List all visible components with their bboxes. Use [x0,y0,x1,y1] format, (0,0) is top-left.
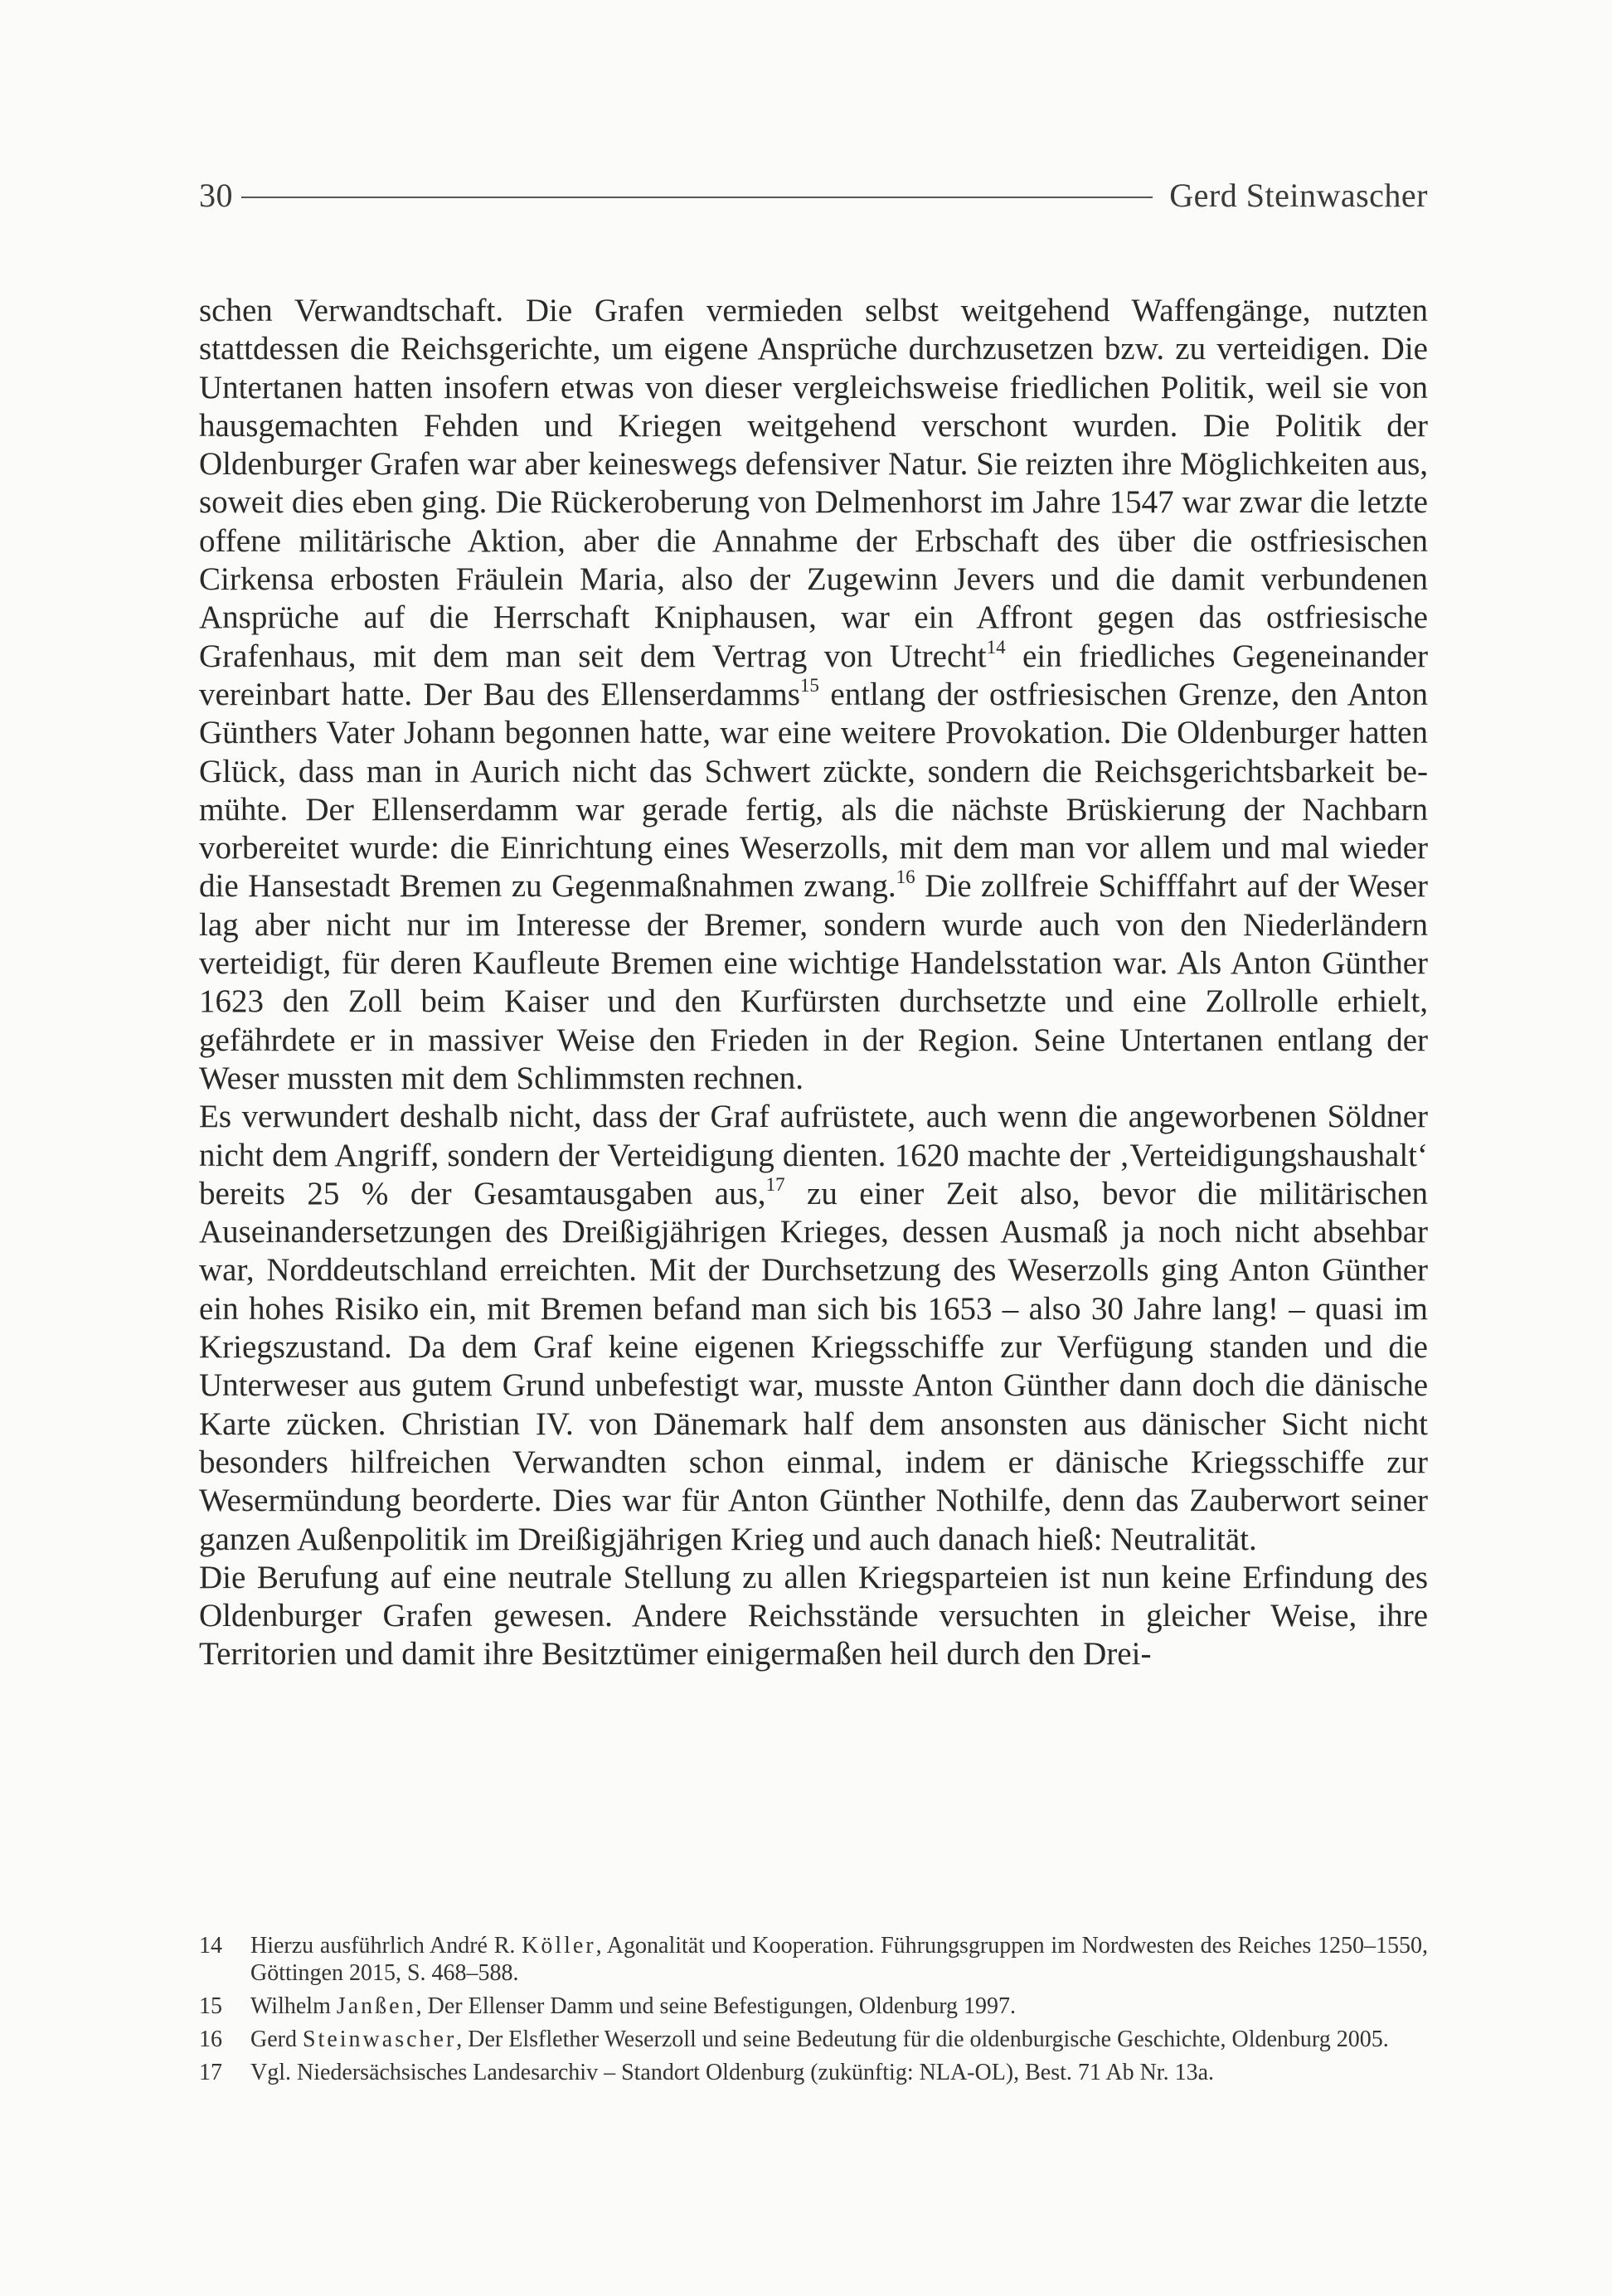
footnote-text-post: , Der Ellenser Damm und seine Befestigungen, Oldenburg 1997. [415,1993,1017,2019]
footnote-text-post: , Der Elsflether Weserzoll und seine Bedeutung für die oldenburgische Geschichte, Oldenburg 2005. [456,2027,1389,2052]
paragraph-3: Die Berufung auf eine neutrale Stellung zu allen Kriegsparteien ist nun keine Erfindung des Oldenburger Grafen gewesen. Andere Reichsstände versuchten in gleicher Weise, ihre Territorien und damit ihre Besitztümer einigermaßen heil durch den Drei- [199,1559,1428,1672]
footnote-text-pre: Wilhelm [250,1993,337,2019]
footnote-text [250,2059,1428,2086]
footnote-ref-17: 17 [765,1173,785,1195]
paragraph-2 [199,1098,1428,1559]
header-rule [241,197,1153,198]
footnote-15 [199,1993,1428,2020]
footnote-ref-15: 15 [799,674,819,696]
footnote-author: Steinwascher [302,2027,457,2052]
footnote-14 [199,1932,1428,1987]
footnote-text [250,1932,1428,1987]
main-text [199,292,1428,1674]
page-header [199,170,1428,220]
footnote-text-pre: Gerd [250,2027,303,2052]
footnote-ref-14: 14 [986,636,1006,658]
footnote-ref-16: 16 [896,866,915,888]
footnote-text [250,2026,1428,2053]
footnote-text-pre: Vgl. Niedersächsisches Landesarchiv – Standort Oldenburg (zukünftig: NLA-OL), Best. 71 Ab Nr. 13a. [250,2060,1215,2085]
paragraph-2-text-a: Es verwundert deshalb nicht, dass der Graf aufrüstete, auch wenn die angeworbenen Söldner nicht dem Angriff, sondern der Verteidigung dienten. 1620 machte der ‚Verteidigungshaushalt‘ bereits 25 % der Gesamtausgaben aus, [199,1099,1428,1211]
footnote-text [250,1993,1428,2020]
paragraph-1-text-a: schen Verwandtschaft. Die Grafen vermieden selbst weitgehend Waffengänge, nutzten stattdessen die Reichsgerichte, um eigene Ansprüche durchzusetzen bzw. zu verteidigen. Die Untertanen hatten insofern etwas von dieser vergleichsweise friedlichen Politik, weil sie von hausgemachten Fehden und Kriegen weitgehend verschont wurden. Die Politik der Oldenburger Grafen war aber keineswegs defensiver Natur. Sie reizten ihre Möglichkeiten aus, soweit dies eben ging. Die Rückeroberung von Delmenhorst im Jahre 1547 war zwar die letzte offene militärische Aktion, aber die Annahme der Erbschaft des über die ostfriesischen Cirkensa erbosten Fräulein Maria, also der Zugewinn Jevers und die damit verbundenen Ansprüche auf die Herrschaft Kniphausen, war ein Affront gegen das ostfriesische Grafenhaus, mit dem man seit dem Vertrag von Utrecht [199,293,1428,674]
footnotes [199,1932,1428,2092]
paragraph-1-text-b: ein friedliches Gegeneinander vereinbart hatte. Der Bau des Ellenserdamms [199,638,1429,712]
footnote-number: 15 [199,1993,222,2019]
paragraph-1-text-c: entlang der ostfriesischen Grenze, den Anton Günthers Vater Johann begonnen hatte, war eine weitere Provokation. Die Oldenburger hatten Glück, dass man in Aurich nicht das Schwert zückte, sondern die Reichsgerichtsbarkeit bemühte. Der Ellenserdamm war gerade fertig, als die nächste Brüskierung der Nachbarn vorbereitet wurde: die Einrichtung eines Weserzolls, mit dem man vor allem und mal wieder die Hansestadt Bremen zu Gegenmaßnahmen zwang. [199,676,1428,905]
paragraph-1 [199,292,1428,1098]
footnote-author: Janßen [336,1993,416,2019]
footnote-text-post: , Agonalität und Kooperation. Führungsgruppen im Nordwesten des Reiches 1250–1550, Göttingen 2015, S. 468–588. [250,1933,1428,1986]
paragraph-1-text-d: Die zollfreie Schifffahrt auf der Weser lag aber nicht nur im Interesse der Bremer, sondern wurde auch von den Niederländern verteidigt, für deren Kaufleute Bremen eine wichtige Handelsstation war. Als Anton Günther 1623 den Zoll beim Kaiser und den Kurfürsten durchsetzte und eine Zollrolle erhielt, gefährdete er in massiver Weise den Frieden in der Region. Seine Untertanen entlang der Weser mussten mit dem Schlimmsten rechnen. [199,868,1428,1096]
footnote-number: 16 [199,2027,222,2052]
paragraph-2-text-b: zu einer Zeit also, bevor die militärischen Auseinandersetzungen des Dreißigjährigen Krieges, dessen Ausmaß ja noch nicht absehbar war, Norddeutschland erreichten. Mit der Durchsetzung des Weserzolls ging Anton Günther ein hohes Risiko ein, mit Bremen befand man sich bis 1653 – also 30 Jahre lang! – quasi im Kriegszustand. Da dem Graf keine eigenen Kriegsschiffe zur Verfügung standen und die Unterweser aus gutem Grund unbefestigt war, musste Anton Günther dann doch die dänische Karte zücken. Christian IV. von Dänemark half dem ansonsten aus dänischer Sicht nicht besonders hilfreichen Verwandten schon einmal, indem er dänische Kriegsschiffe zur Wesermündung beorderte. Dies war für Anton Günther Nothilfe, denn das Zauberwort seiner ganzen Außenpolitik im Dreißigjährigen Krieg und auch danach hieß: Neutralität. [199,1175,1429,1557]
running-head-author: Gerd Steinwascher [1169,176,1428,214]
footnote-number: 17 [199,2060,222,2085]
page-number: 30 [199,176,233,214]
footnote-16 [199,2026,1428,2053]
footnote-17 [199,2059,1428,2086]
footnote-text-pre: Hierzu ausführlich André R. [250,1933,522,1959]
footnote-number: 14 [199,1933,222,1959]
footnote-author: Köller [522,1933,596,1959]
